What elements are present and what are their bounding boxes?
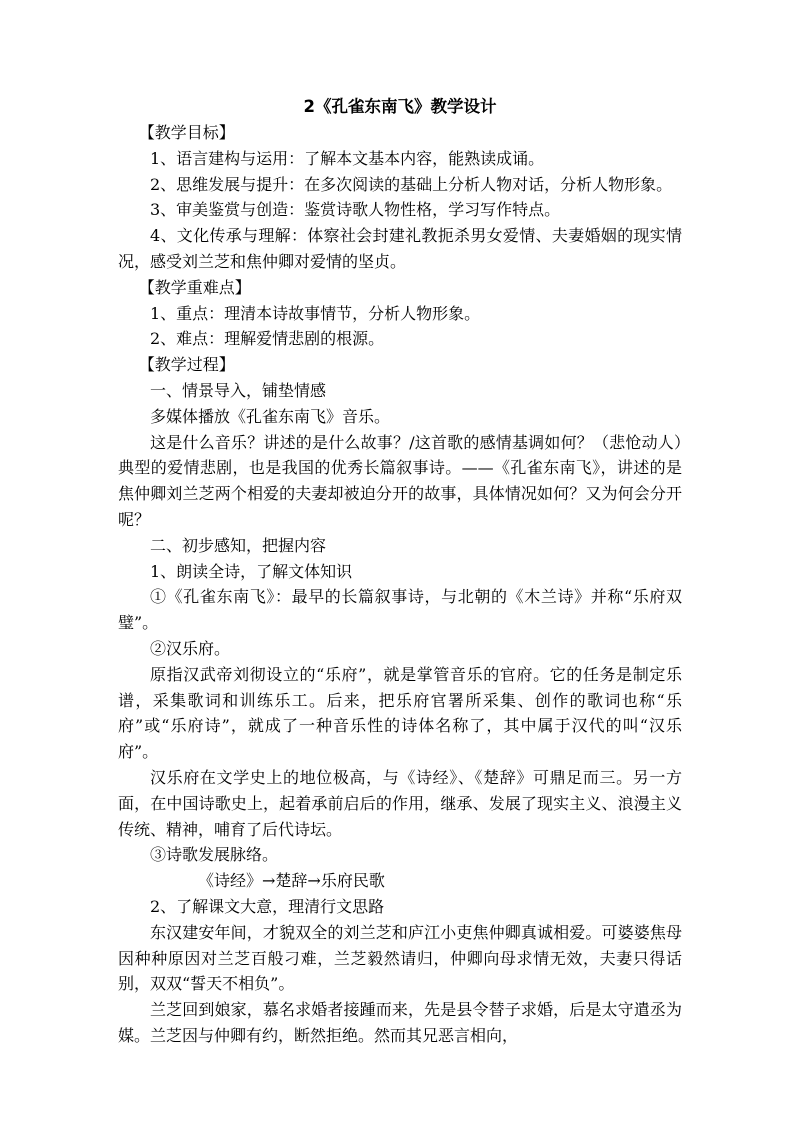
paragraph: ①《孔雀东南飞》：最早的长篇叙事诗，与北朝的《木兰诗》并称“乐府双璧”。: [118, 587, 682, 633]
document-body: [118, 94, 682, 1049]
section-heading: 【教学目标】: [138, 123, 235, 142]
paragraph: 汉乐府在文学史上的地位极高，与《诗经》、《楚辞》可鼎足而三。另一方面，在中国诗歌史上，起着承前启后的作用，继承、发展了现实主义、浪漫主义传统、精神，哺育了后代诗坛。: [118, 767, 682, 839]
paragraph: ③诗歌发展脉络。: [150, 845, 279, 865]
paragraph: 1、重点：理清本诗故事情节，分析人物形象。: [150, 303, 481, 323]
paragraph: 2、思维发展与提升：在多次阅读的基础上分析人物对话，分析人物形象。: [150, 174, 673, 194]
paragraph-list: [118, 120, 682, 1049]
section-heading: 【教学过程】: [138, 355, 235, 375]
flow-line: 《诗经》→楚辞→乐府民歌: [198, 871, 385, 891]
document-title: 2《孔雀东南飞》教学设计: [303, 97, 497, 116]
paragraph: 原指汉武帝刘彻设立的“乐府”，就是掌管音乐的官府。它的任务是制定乐谱，采集歌词和训练乐工。后来，把乐府官署所采集、创作的歌词也称“乐府”或“乐府诗”，就成了一种音乐性的诗体名称了，其中属于汉代的叫“汉乐府”。: [118, 664, 682, 762]
paragraph: 2、难点：理解爱情悲剧的根源。: [150, 329, 385, 349]
paragraph: ②汉乐府。: [150, 638, 231, 658]
paragraph: 兰芝回到娘家，慕名求婚者接踵而来，先是县令替子求婚，后是太守遣丞为媒。兰芝因与仲卿有约，断然拒绝。然而其兄恶言相向，: [118, 1000, 682, 1045]
paragraph: 东汉建安年间，才貌双全的刘兰芝和庐江小吏焦仲卿真诚相爱。可婆婆焦母因种种原因对兰芝百般刁难，兰芝毅然请归，仲卿向母求情无效，夫妻只得话别，双双“誓天不相负”。: [118, 922, 682, 994]
paragraph: 2、了解课文大意，理清行文思路: [150, 896, 385, 916]
section-heading: 【教学重难点】: [138, 277, 251, 297]
paragraph: 这是什么音乐？讲述的是什么故事？/这首歌的感情基调如何？（悲怆动人）典型的爱情悲剧，也是我国的优秀长篇叙事诗。——《孔雀东南飞》，讲述的是焦仲卿刘兰芝两个相爱的夫妻却被迫分开的故事，具体情况如何？又为何会分开呢？: [118, 432, 682, 529]
paragraph: 二、初步感知，把握内容: [150, 535, 327, 555]
paragraph: 3、审美鉴赏与创造：鉴赏诗歌人物性格，学习写作特点。: [150, 200, 561, 220]
paragraph: 1、语言建构与运用：了解本文基本内容，能熟读成诵。: [150, 148, 545, 168]
paragraph: 多媒体播放《孔雀东南飞》音乐。: [150, 406, 391, 426]
paragraph: 4、文化传承与理解：体察社会封建礼教扼杀男女爱情、夫妻婚姻的现实情况，感受刘兰芝和焦仲卿对爱情的坚贞。: [118, 226, 682, 271]
paragraph: 1、朗读全诗，了解文体知识: [150, 561, 353, 581]
paragraph: 一、情景导入，铺垫情感: [150, 380, 327, 400]
